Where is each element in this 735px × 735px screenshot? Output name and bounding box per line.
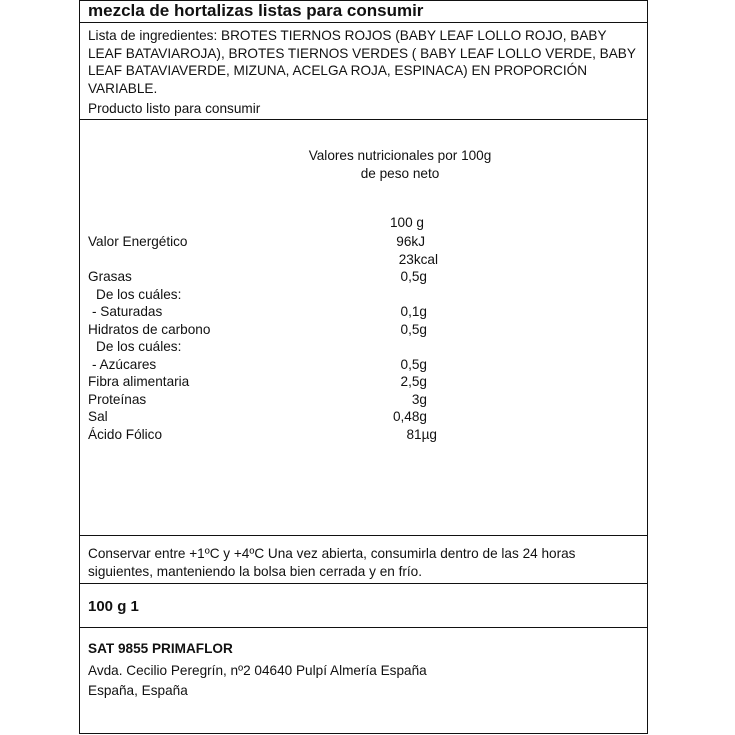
nutrient-value: 0,5g — [400, 357, 427, 372]
nutrient-label: Sal — [88, 409, 108, 424]
nutrient-value: 0,1g — [400, 304, 427, 319]
nutrient-label: Proteínas — [88, 392, 147, 407]
nutrient-sublabel: De los cuáles: — [96, 339, 182, 354]
storage-instructions: Conservar entre +1ºC y +4ºC Una vez abierta, consumirla dentro de las 24 horas siguientes, manteniendo la bolsa bien cerrada y en frío. — [88, 546, 576, 579]
company-name: SAT 9855 PRIMAFLOR — [88, 641, 233, 656]
company-country: España, España — [88, 683, 188, 698]
nutrient-label: Hidratos de carbono — [88, 322, 211, 337]
storage-rule — [80, 583, 647, 584]
nutrition-heading: Valores nutricionales por 100g de peso neto — [308, 148, 492, 181]
nutrient-label: - Saturadas — [92, 304, 163, 319]
nutrient-label: Fibra alimentaria — [88, 374, 190, 389]
nutrient-label: - Azúcares — [92, 357, 157, 372]
company-address: Avda. Cecilio Peregrín, nº2 04640 Pulpí Almería España — [88, 663, 427, 678]
title-rule — [80, 22, 647, 23]
ingredients-list: Lista de ingredientes: BROTES TIERNOS ROJOS (BABY LEAF LOLLO ROJO, BABY LEAF BATAVIAROJA), BROTES TIERNOS VERDES ( BABY LEAF LOLLO VERDE, BABY LEAF BATAVIAVERDE, MIZUNA, ACELGA ROJA, ESPINACA) EN PROPORCIÓN VARIABLE. — [88, 28, 636, 96]
energy-kcal-value: 23kcal — [398, 252, 438, 267]
nutrient-value: 0,5g — [400, 269, 427, 284]
net-quantity: 100 g 1 — [88, 598, 139, 615]
ingredients-rule — [80, 119, 647, 120]
label-frame — [79, 0, 648, 734]
nutrition-column-header: 100 g — [389, 215, 424, 230]
nutrient-value: 0,5g — [400, 322, 427, 337]
nutrition-rule — [80, 535, 647, 536]
energy-label: Valor Energético — [88, 234, 188, 249]
quantity-rule — [80, 627, 647, 628]
nutrient-value: 2,5g — [400, 374, 427, 389]
ready-to-eat-note: Producto listo para consumir — [88, 101, 261, 116]
nutrient-value: 0,48g — [392, 409, 427, 424]
nutrient-sublabel: De los cuáles: — [96, 287, 182, 302]
energy-kj-value: 96kJ — [396, 234, 425, 249]
product-title: mezcla de hortalizas listas para consumir — [88, 1, 424, 20]
nutrient-label: Ácido Fólico — [88, 427, 163, 442]
nutrient-label: Grasas — [88, 269, 132, 284]
nutrient-value: 3g — [411, 392, 427, 407]
nutrient-value: 81µg — [406, 427, 437, 442]
